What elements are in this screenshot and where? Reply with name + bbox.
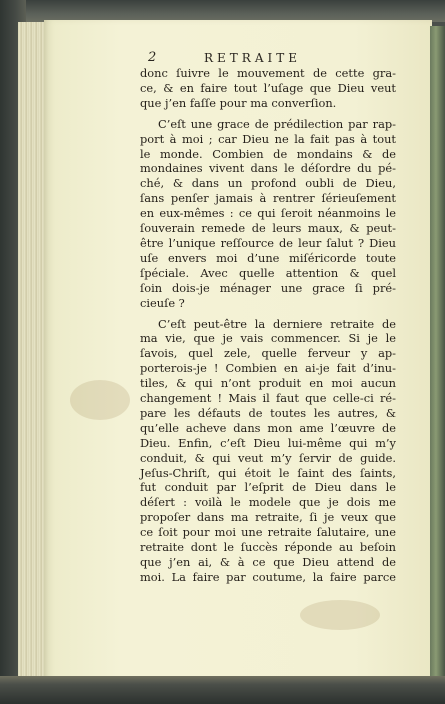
text-line: Jeſus-Chriſt, qui étoit le ſaint des ſaints, [140,465,396,480]
text-line: port à moi ; car Dieu ne la fait pas à tout [140,131,396,146]
text-line: ce, & en faire tout l’uſage que Dieu veut [140,80,396,95]
text-line: être l’unique reſſource de leur ſalut ? Dieu [140,235,396,250]
page-text [140,66,396,585]
text-line: C’eſt peut-être la derniere retraite de [158,316,396,331]
page-number: 2 [148,50,157,65]
text-line: ché, & dans un profond oubli de Dieu, [140,176,396,191]
text-line: déſert : voilà le modele que je dois me [140,495,396,510]
paper-stain [70,380,130,420]
text-line: changement ! Mais il faut que celle-ci ré- [140,391,396,406]
text-line: moi. La faire par coutume, la faire parce [140,569,396,584]
text-line: propoſer dans ma retraite, ſi je veux que [140,510,396,525]
text-line: uſe envers moi d’une miſéricorde toute [140,250,396,265]
paper-stain [300,600,380,630]
text-line: fut conduit par l’eſprit de Dieu dans le [140,480,396,495]
text-line: en eux-mêmes : ce qui ſeroit néanmoins le [140,206,396,221]
text-line: ſavois, quel zele, quelle ferveur y ap- [140,346,396,361]
paragraph-3 [140,317,396,585]
text-line: ce ſoit pour moi une retraite ſalutaire, une [140,525,396,540]
text-line: ſoin dois-je ménager une grace ſi pré- [140,280,396,295]
text-line: que j’en faſſe pour ma converſion. [140,95,337,110]
text-line: C’eſt une grace de prédilection par rap- [158,116,396,131]
text-line: ſpéciale. Avec quelle attention & quel [140,265,396,280]
book-cover-right-edge [430,26,445,676]
text-line: ma vie, que je vais commencer. Si je le [140,331,396,346]
text-line: ſouverain remede de leurs maux, & peut- [140,221,396,236]
text-line: mondaines vivent dans le déſordre du pé- [140,161,396,176]
text-line: cieuſe ? [140,295,185,310]
text-line: ſans penſer jamais à rentrer ſérieuſement [140,191,396,206]
text-line: retraite dont le ſuccès réponde au beſoin [140,540,396,555]
paragraph-1 [140,66,396,111]
text-line: porterois-je ! Combien en ai-je fait d’inu- [140,361,396,376]
book-cover-bottom [0,676,445,704]
text-line: que j’en ai, & à ce que Dieu attend de [140,555,396,569]
text-line: pare les défauts de toutes les autres, & [140,405,396,420]
text-line: tiles, & qui n’ont produit en moi aucun [140,376,396,391]
text-line: le monde. Combien de mondains & de [140,146,396,161]
text-line: qu’elle acheve dans mon ame l’œuvre de [140,420,396,435]
text-line: donc ſuivre le mouvement de cette gra- [140,66,396,80]
running-title: RETRAITE [204,51,302,65]
book-cover-top [0,0,445,22]
paragraph-2 [140,117,396,311]
text-line: conduit, & qui veut m’y ſervir de guide. [140,450,396,465]
text-line: Dieu. Enfin, c’eſt Dieu lui-même qui m’y [140,435,396,450]
